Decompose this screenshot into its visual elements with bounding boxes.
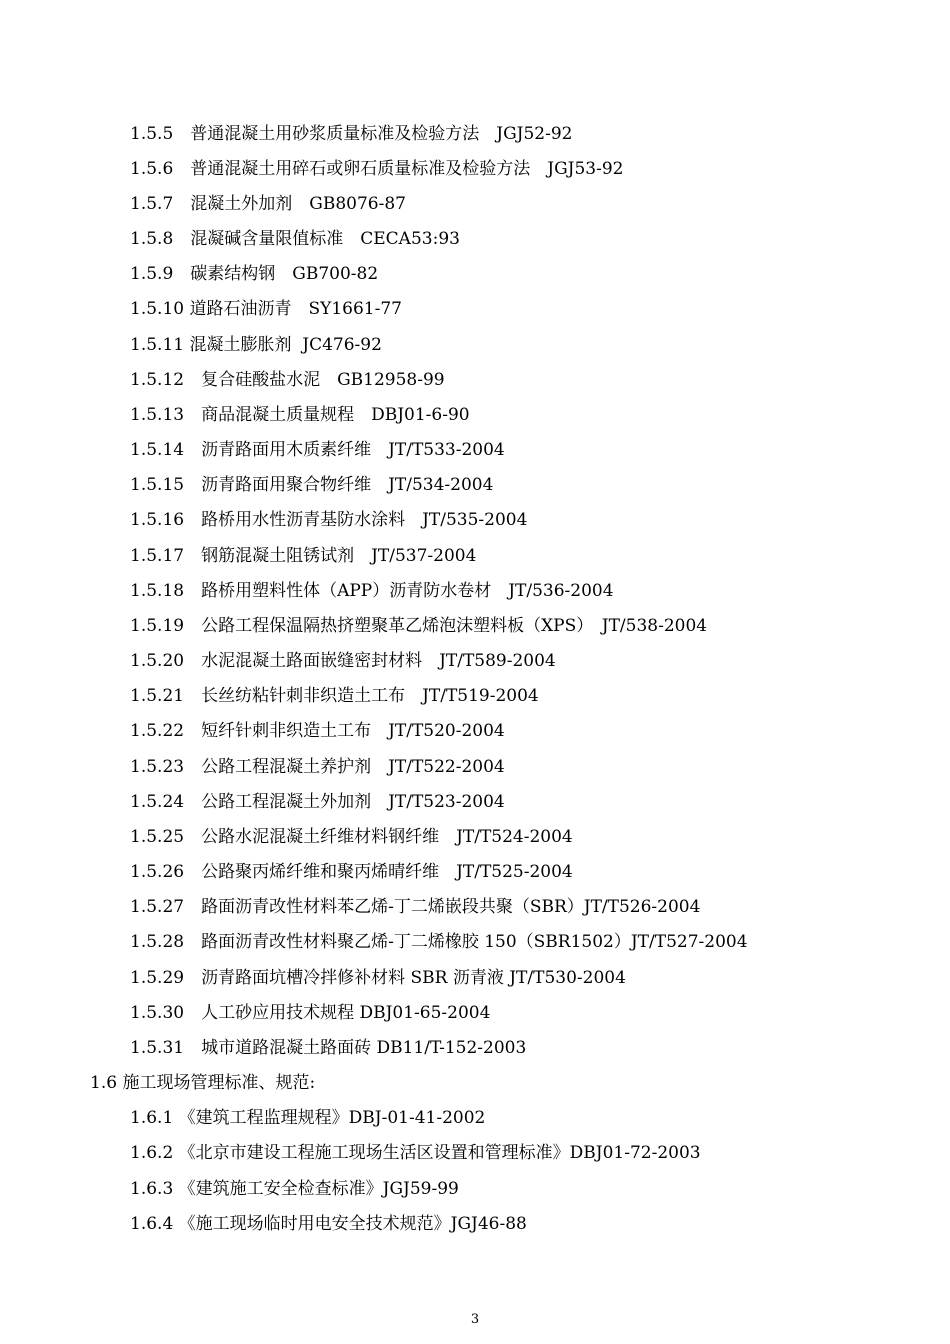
list-item: 1.5.12 复合硅酸盐水泥 GB12958-99 — [130, 370, 445, 390]
list-item: 1.5.25 公路水泥混凝土纤维材料钢纤维 JT/T524-2004 — [130, 827, 573, 847]
list-item: 1.5.22 短纤针刺非织造土工布 JT/T520-2004 — [130, 721, 505, 741]
page-number: 3 — [470, 1312, 480, 1327]
list-item: 1.5.15 沥青路面用聚合物纤维 JT/534-2004 — [130, 475, 494, 495]
list-item: 1.5.5 普通混凝土用砂浆质量标准及检验方法 JGJ52-92 — [130, 124, 573, 144]
list-item: 1.5.16 路桥用水性沥青基防水涂料 JT/535-2004 — [130, 510, 528, 530]
list-item: 1.5.19 公路工程保温隔热挤塑聚革乙烯泡沫塑料板（XPS） JT/538-2004 — [130, 616, 708, 636]
list-item: 1.5.8 混凝碱含量限值标准 CECA53:93 — [130, 229, 460, 249]
list-item: 1.5.10 道路石油沥青 SY1661-77 — [130, 299, 402, 319]
list-item: 1.6.4 《施工现场临时用电安全技术规范》JGJ46-88 — [130, 1214, 527, 1234]
list-item: 1.5.26 公路聚丙烯纤维和聚丙烯晴纤维 JT/T525-2004 — [130, 862, 573, 882]
list-item: 1.5.28 路面沥青改性材料聚乙烯-丁二烯橡胶 150（SBR1502）JT/T527-2004 — [130, 932, 748, 952]
list-item: 1.5.13 商品混凝土质量规程 DBJ01-6-90 — [130, 405, 470, 425]
list-item: 1.5.11 混凝土膨胀剂 JC476-92 — [130, 335, 382, 355]
list-item: 1.5.18 路桥用塑料性体（APP）沥青防水卷材 JT/536-2004 — [130, 581, 614, 601]
list-item: 1.5.23 公路工程混凝土养护剂 JT/T522-2004 — [130, 757, 505, 777]
list-item: 1.5.20 水泥混凝土路面嵌缝密封材料 JT/T589-2004 — [130, 651, 556, 671]
list-item: 1.5.9 碳素结构钢 GB700-82 — [130, 264, 379, 284]
list-item: 1.5.6 普通混凝土用碎石或卵石质量标准及检验方法 JGJ53-92 — [130, 159, 624, 179]
list-item: 1.5.7 混凝土外加剂 GB8076-87 — [130, 194, 406, 214]
list-item: 1.5.31 城市道路混凝土路面砖 DB11/T-152-2003 — [130, 1038, 527, 1058]
list-item: 1.5.24 公路工程混凝土外加剂 JT/T523-2004 — [130, 792, 505, 812]
list-item: 1.5.27 路面沥青改性材料苯乙烯-丁二烯嵌段共聚（SBR）JT/T526-2004 — [130, 897, 701, 917]
list-item: 1.5.14 沥青路面用木质素纤维 JT/T533-2004 — [130, 440, 505, 460]
section-heading: 1.6 施工现场管理标准、规范: — [90, 1073, 316, 1093]
list-item: 1.6.3 《建筑施工安全检查标准》JGJ59-99 — [130, 1179, 459, 1199]
list-item: 1.6.1 《建筑工程监理规程》DBJ-01-41-2002 — [130, 1108, 486, 1128]
list-item: 1.5.29 沥青路面坑槽冷拌修补材料 SBR 沥青液 JT/T530-2004 — [130, 968, 626, 988]
list-item: 1.5.17 钢筋混凝土阻锈试剂 JT/537-2004 — [130, 546, 477, 566]
list-item: 1.5.30 人工砂应用技术规程 DBJ01-65-2004 — [130, 1003, 491, 1023]
list-item: 1.5.21 长丝纺粘针刺非织造土工布 JT/T519-2004 — [130, 686, 539, 706]
list-item: 1.6.2 《北京市建设工程施工现场生活区设置和管理标准》DBJ01-72-2003 — [130, 1143, 701, 1163]
